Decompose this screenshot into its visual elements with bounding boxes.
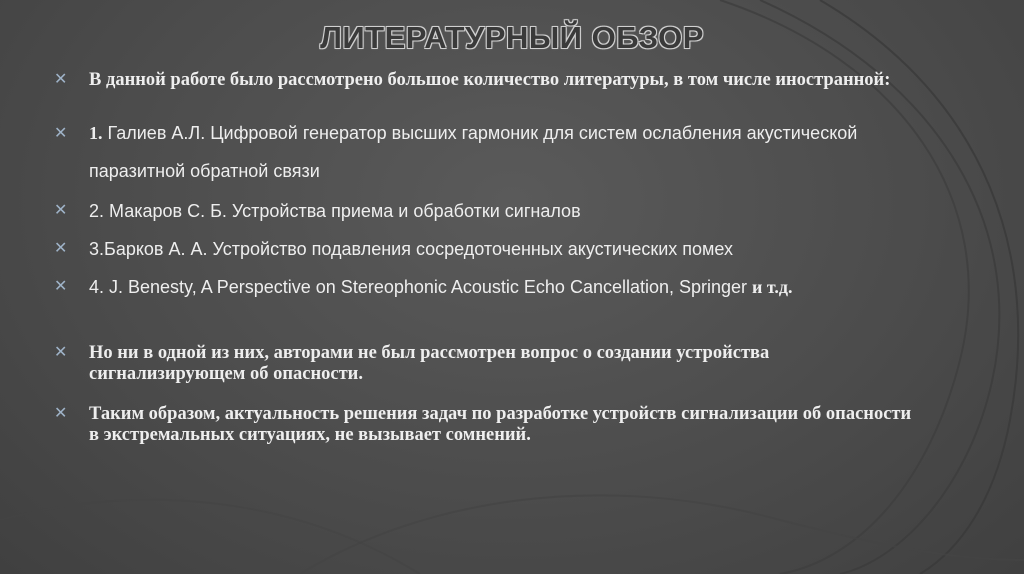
reference-suffix: и т.д. bbox=[752, 277, 793, 297]
reference-number: 1. bbox=[89, 123, 103, 143]
bullet-x-icon: ✕ bbox=[54, 276, 68, 295]
bullet-x-icon: ✕ bbox=[54, 238, 68, 257]
reference-text: Галиев А.Л. Цифровой генератор высших гармоник для систем ослабления акустической паразитной обратной связи bbox=[89, 123, 858, 181]
list-item-text: Таким образом, актуальность решения задач по разработке устройств сигнализации об опасности в экстремальных ситуациях, не вызывает сомнений. bbox=[89, 404, 912, 445]
bullet-x-icon: ✕ bbox=[54, 69, 68, 88]
reference-text: 4. J. Benesty, A Perspective on Stereophonic Acoustic Echo Cancellation, Springer bbox=[89, 277, 753, 297]
list-item-text: В данной работе было рассмотрено большое количество литературы, в том числе иностранной: bbox=[89, 70, 891, 90]
list-item-text bbox=[89, 114, 919, 190]
bullet-x-icon: ✕ bbox=[54, 123, 68, 142]
page-title: ЛИТЕРАТУРНЫЙ ОБЗОР bbox=[320, 20, 704, 55]
bullet-x-icon: ✕ bbox=[54, 342, 68, 361]
bullet-x-icon: ✕ bbox=[54, 200, 68, 219]
list-item-text: Но ни в одной из них, авторами не был рассмотрен вопрос о создании устройства сигнализирующем об опасности. bbox=[89, 343, 770, 384]
list-item-text bbox=[89, 277, 919, 297]
list-item-text: 2. Макаров С. Б. Устройства приема и обработки сигналов bbox=[89, 201, 581, 221]
bullet-x-icon: ✕ bbox=[54, 403, 68, 422]
list-item-text: 3.Барков А. А. Устройство подавления сосредоточенных акустических помех bbox=[89, 239, 734, 259]
